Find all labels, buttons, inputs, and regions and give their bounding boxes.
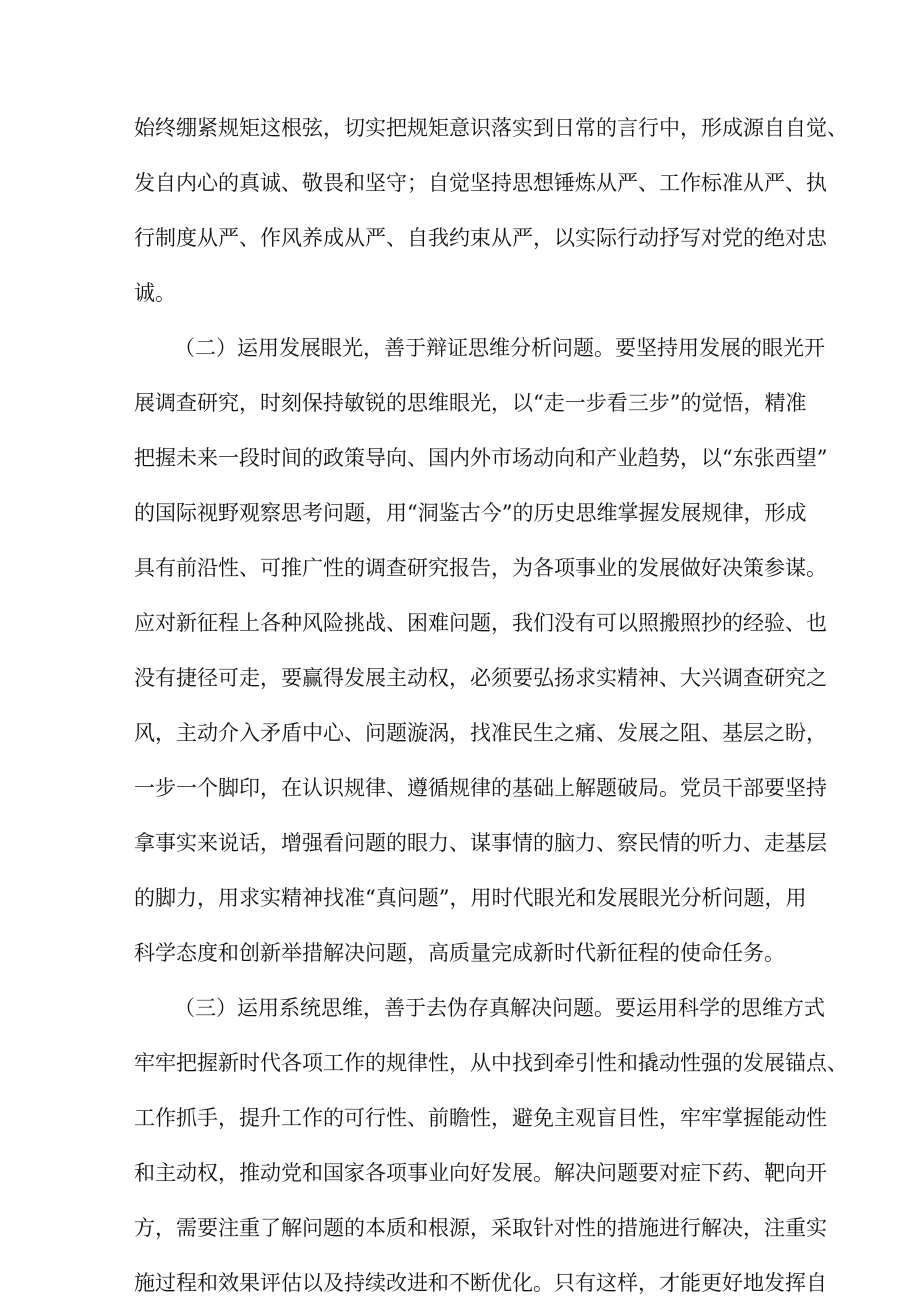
text-line: 应对新征程上各种风险挑战、困难问题，我们没有可以照搬照抄的经验、也 [134,611,827,635]
text-line: （三）运用系统思维，善于去伪存真解决问题。要运用科学的思维方式 [174,996,825,1020]
text-line: 和主动权，推动党和国家各项事业向好发展。解决问题要对症下药、靶向开 [134,1161,827,1185]
text-line: 把握未来一段时间的政策导向、国内外市场动向和产业趋势，以“东张西望” [134,446,828,470]
text-line: 拿事实来说话，增强看问题的眼力、谋事情的脑力、察民情的听力、走基层 [134,831,827,855]
text-line: 方，需要注重了解问题的本质和根源，采取针对性的措施进行解决，注重实 [134,1216,827,1240]
text-line: （二）运用发展眼光，善于辩证思维分析问题。要坚持用发展的眼光开 [174,336,825,360]
text-line: 发自内心的真诚、敬畏和坚守；自觉坚持思想锤炼从严、工作标准从严、执 [134,171,827,195]
text-line: 没有捷径可走，要赢得发展主动权，必须要弘扬求实精神、大兴调查研究之 [134,666,827,690]
text-line: 的国际视野观察思考问题，用“洞鉴古今”的历史思维掌握发展规律，形成 [134,501,807,525]
text-line: 展调查研究，时刻保持敏锐的思维眼光，以“走一步看三步”的觉悟，精准 [134,391,807,415]
text-line: 具有前沿性、可推广性的调查研究报告，为各项事业的发展做好决策参谋。 [134,556,827,580]
text-line: 的脚力，用求实精神找准“真问题”，用时代眼光和发展眼光分析问题，用 [134,886,807,910]
text-line: 施过程和效果评估以及持续改进和不断优化。只有这样，才能更好地发挥自 [134,1271,827,1295]
text-line: 行制度从严、作风养成从严、自我约束从严，以实际行动抒写对党的绝对忠 [134,226,827,250]
text-line: 工作抓手，提升工作的可行性、前瞻性，避免主观盲目性，牢牢掌握能动性 [134,1106,827,1130]
text-line: 始终绷紧规矩这根弦，切实把规矩意识落实到日常的言行中，形成源自自觉、 [134,116,848,140]
text-line: 牢牢把握新时代各项工作的规律性，从中找到牵引性和撬动性强的发展锚点、 [134,1051,848,1075]
text-line: 一步一个脚印，在认识规律、遵循规律的基础上解题破局。党员干部要坚持 [134,776,827,800]
text-line: 诚。 [134,281,176,305]
text-line: 科学态度和创新举措解决问题，高质量完成新时代新征程的使命任务。 [134,941,785,965]
text-line: 风，主动介入矛盾中心、问题漩涡，找准民生之痛、发展之阻、基层之盼， [134,721,827,745]
